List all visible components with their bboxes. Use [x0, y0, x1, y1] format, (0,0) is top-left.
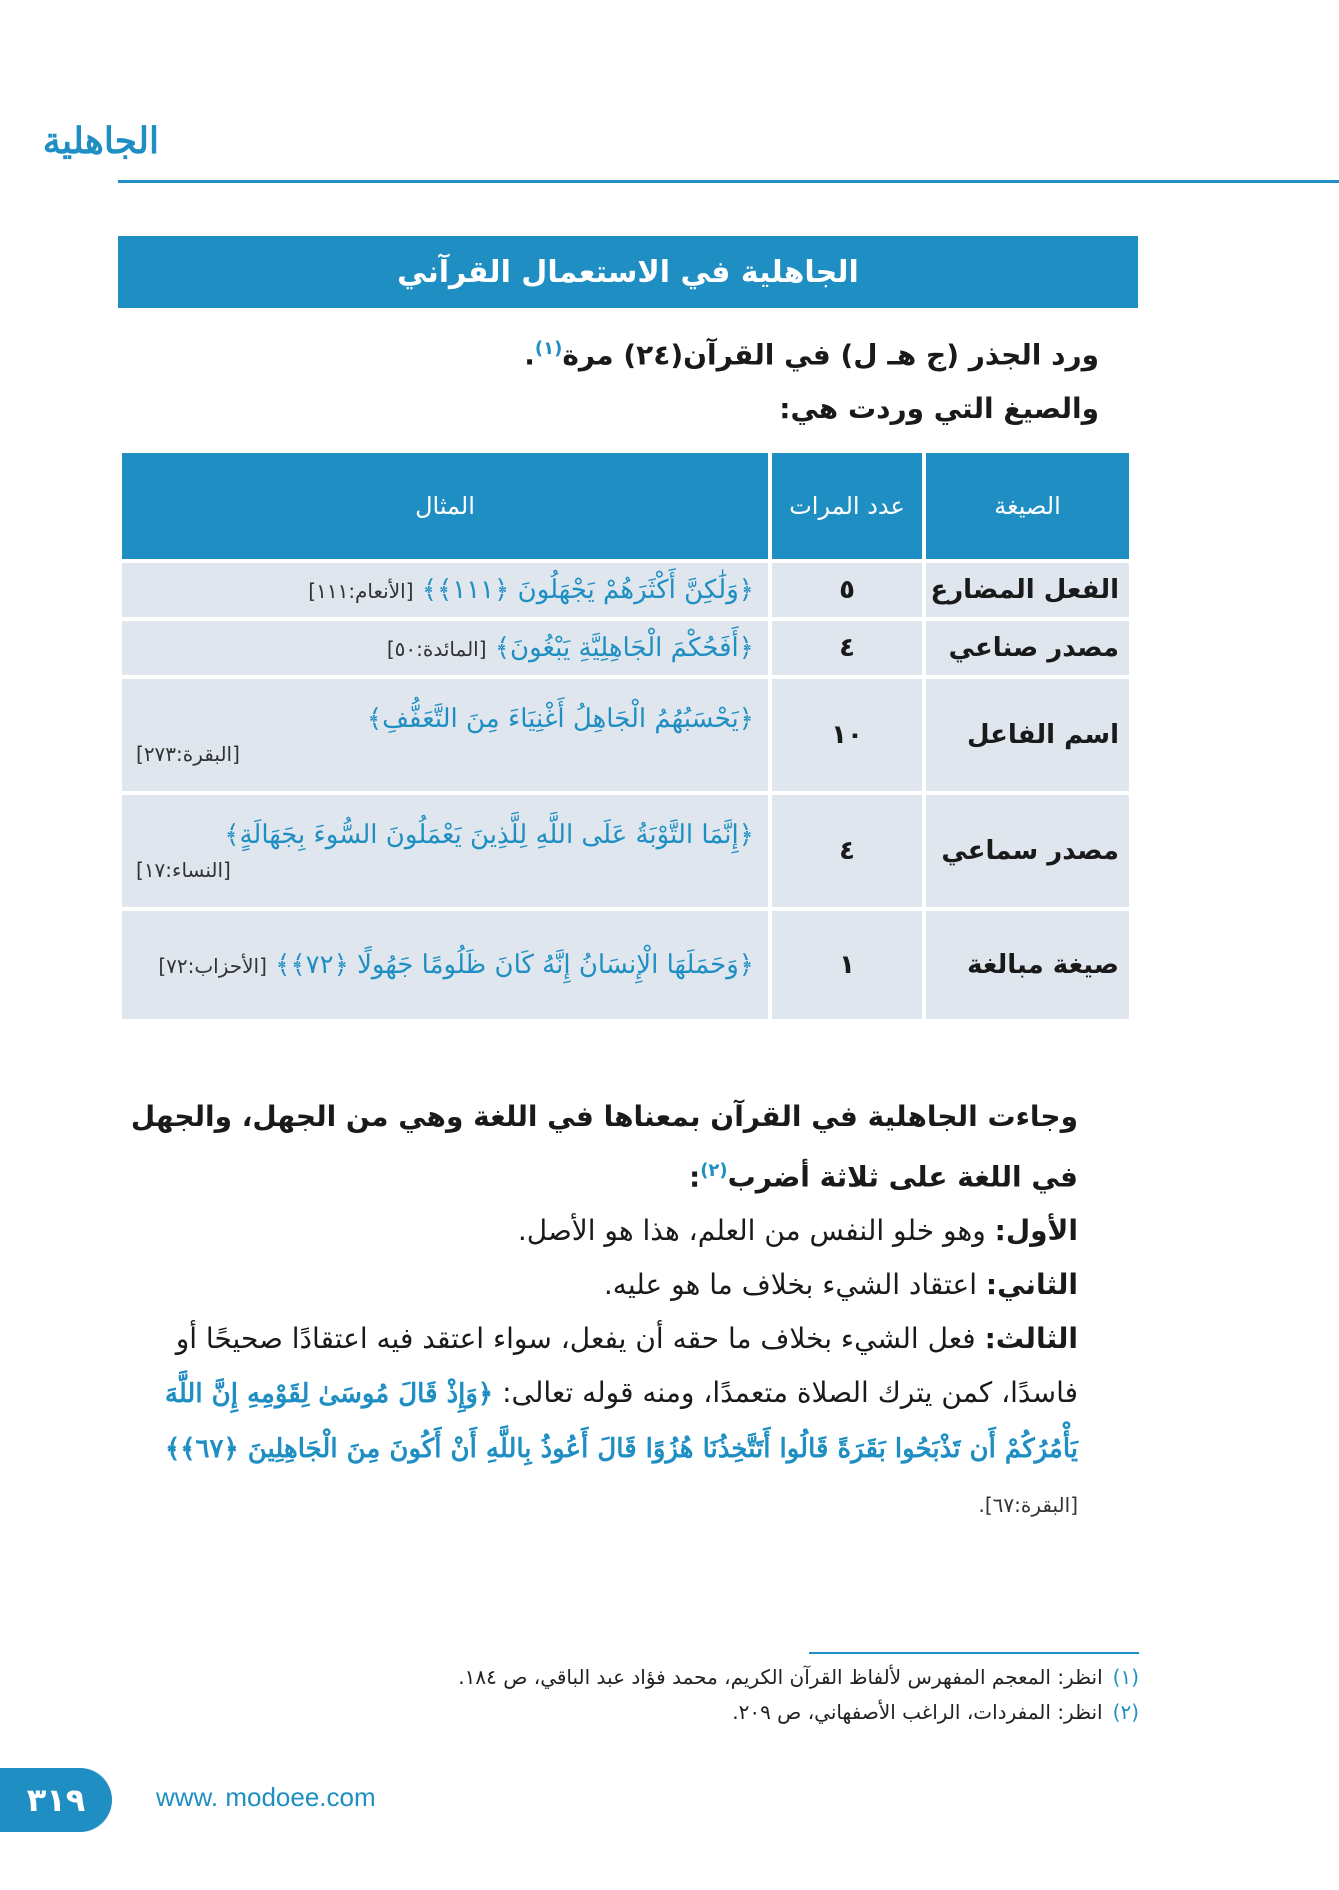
intro-line-1-end: .: [524, 338, 535, 372]
table-row: [122, 679, 1129, 791]
first-text: وهو خلو النفس من العلم، هذا هو الأصل.: [517, 1214, 995, 1248]
cell-count: ٤: [772, 795, 922, 907]
page-number: ٣١٩: [26, 1781, 86, 1819]
cell-count: ١: [772, 911, 922, 1019]
meaning-second: [118, 1258, 1138, 1312]
footnote-ref-2[interactable]: (٢): [700, 1160, 728, 1181]
cell-example: [122, 563, 768, 617]
forms-table: [118, 449, 1133, 1023]
intro-paragraph: [139, 322, 1099, 436]
body-p1-text: وجاءت الجاهلية في القرآن بمعناها في اللغة وهي من الجهل، والجهل في اللغة على ثلاثة أضرب: [130, 1100, 1078, 1194]
page-number-tab: [0, 1768, 112, 1832]
footnote-2: [189, 1700, 1139, 1724]
section-title: الجاهلية في الاستعمال القرآني: [397, 254, 859, 290]
meaning-first: [118, 1204, 1138, 1258]
table-header-row: [122, 453, 1129, 559]
cell-form: مصدر صناعي: [926, 621, 1129, 675]
meaning-third: [118, 1312, 1138, 1532]
header-count: عدد المرات: [772, 453, 922, 559]
website-link[interactable]: www. modoee.com: [156, 1782, 376, 1812]
third-reference: [البقرة:٦٧].: [978, 1493, 1078, 1518]
cell-form: اسم الفاعل: [926, 679, 1129, 791]
cell-example: [122, 795, 768, 907]
verse-reference: [النساء:١٧]: [136, 858, 231, 882]
header-form: الصيغة: [926, 453, 1129, 559]
intro-line-1-text: ورد الجذر (ج هـ ل) في القرآن(٢٤) مرة: [562, 338, 1099, 372]
footnote-ref-1[interactable]: (١): [534, 338, 563, 359]
footnote-1: [189, 1665, 1139, 1689]
verse-text: ﴿وَحَمَلَهَا الْإِنسَانُ إِنَّهُ كَانَ ظَلُومًا جَهُولًا ﴿٧٢﴾﴾: [275, 950, 754, 980]
verse-text: ﴿إِنَّمَا التَّوْبَةُ عَلَى اللَّهِ لِلَّذِينَ يَعْمَلُونَ السُّوءَ بِجَهَالَةٍ﴾: [224, 820, 754, 850]
header-rule: [118, 180, 1339, 183]
table-row: [122, 563, 1129, 617]
cell-count: ٥: [772, 563, 922, 617]
table-row: [122, 795, 1129, 907]
second-text: اعتقاد الشيء بخلاف ما هو عليه.: [603, 1268, 986, 1302]
table-row: [122, 621, 1129, 675]
body-text: [118, 1090, 1138, 1532]
intro-line-2: والصيغ التي وردت هي:: [779, 392, 1099, 426]
verse-reference: [الأنعام:١١١]: [308, 579, 414, 603]
section-banner: [118, 236, 1138, 308]
cell-count: ٤: [772, 621, 922, 675]
header-title: الجاهلية: [42, 120, 159, 162]
verse-text: ﴿أَفَحُكْمَ الْجَاهِلِيَّةِ يَبْغُونَ﴾: [494, 633, 754, 663]
body-paragraph-1: [118, 1090, 1138, 1204]
verse-text: ﴿وَلَٰكِنَّ أَكْثَرَهُمْ يَجْهَلُونَ ﴿١١١﴾﴾: [421, 575, 754, 605]
footnote-number: (١): [1112, 1665, 1139, 1689]
verse-reference: [الأحزاب:٧٢]: [158, 954, 267, 978]
cell-form: الفعل المضارع: [926, 563, 1129, 617]
footnote-number: (٢): [1112, 1700, 1139, 1724]
third-text: فعل الشيء بخلاف ما حقه أن يفعل، سواء اعتقد فيه اعتقادًا صحيحًا أو فاسدًا، كمن يترك الصلاة متعمدًا، ومنه قوله تعالى:: [175, 1322, 1078, 1410]
cell-example: [122, 679, 768, 791]
footnote-text: انظر: المعجم المفهرس لألفاظ القرآن الكريم، محمد فؤاد عبد الباقي، ص ١٨٤.: [458, 1665, 1103, 1689]
third-verse: ﴿وَإِذْ قَالَ مُوسَىٰ لِقَوْمِهِ إِنَّ اللَّهَ يَأْمُرُكُمْ أَن تَذْبَحُوا بَقَرَةً قَالُوا أَتَتَّخِذُنَا هُزُوًا قَالَ أَعُوذُ بِاللَّهِ أَنْ أَكُونَ مِنَ الْجَاهِلِينَ ﴿٦٧﴾﴾: [164, 1379, 1078, 1465]
first-label: الأول:: [994, 1214, 1078, 1248]
cell-form: مصدر سماعي: [926, 795, 1129, 907]
cell-form: صيغة مبالغة: [926, 911, 1129, 1019]
cell-example: [122, 911, 768, 1019]
second-label: الثاني:: [985, 1268, 1078, 1302]
cell-example: [122, 621, 768, 675]
cell-count: ١٠: [772, 679, 922, 791]
verse-text: ﴿يَحْسَبُهُمُ الْجَاهِلُ أَغْنِيَاءَ مِنَ التَّعَفُّفِ﴾: [366, 704, 754, 734]
third-label: الثالث:: [984, 1322, 1078, 1356]
header-example: المثال: [122, 453, 768, 559]
footnote-separator: [809, 1652, 1139, 1654]
verse-reference: [المائدة:٥٠]: [386, 637, 487, 661]
footnote-text: انظر: المفردات، الراغب الأصفهاني، ص ٢٠٩.: [732, 1700, 1103, 1724]
body-p1-end: :: [688, 1160, 701, 1194]
verse-reference: [البقرة:٢٧٣]: [136, 742, 240, 766]
table-row: [122, 911, 1129, 1019]
intro-line-1: [139, 322, 1099, 382]
